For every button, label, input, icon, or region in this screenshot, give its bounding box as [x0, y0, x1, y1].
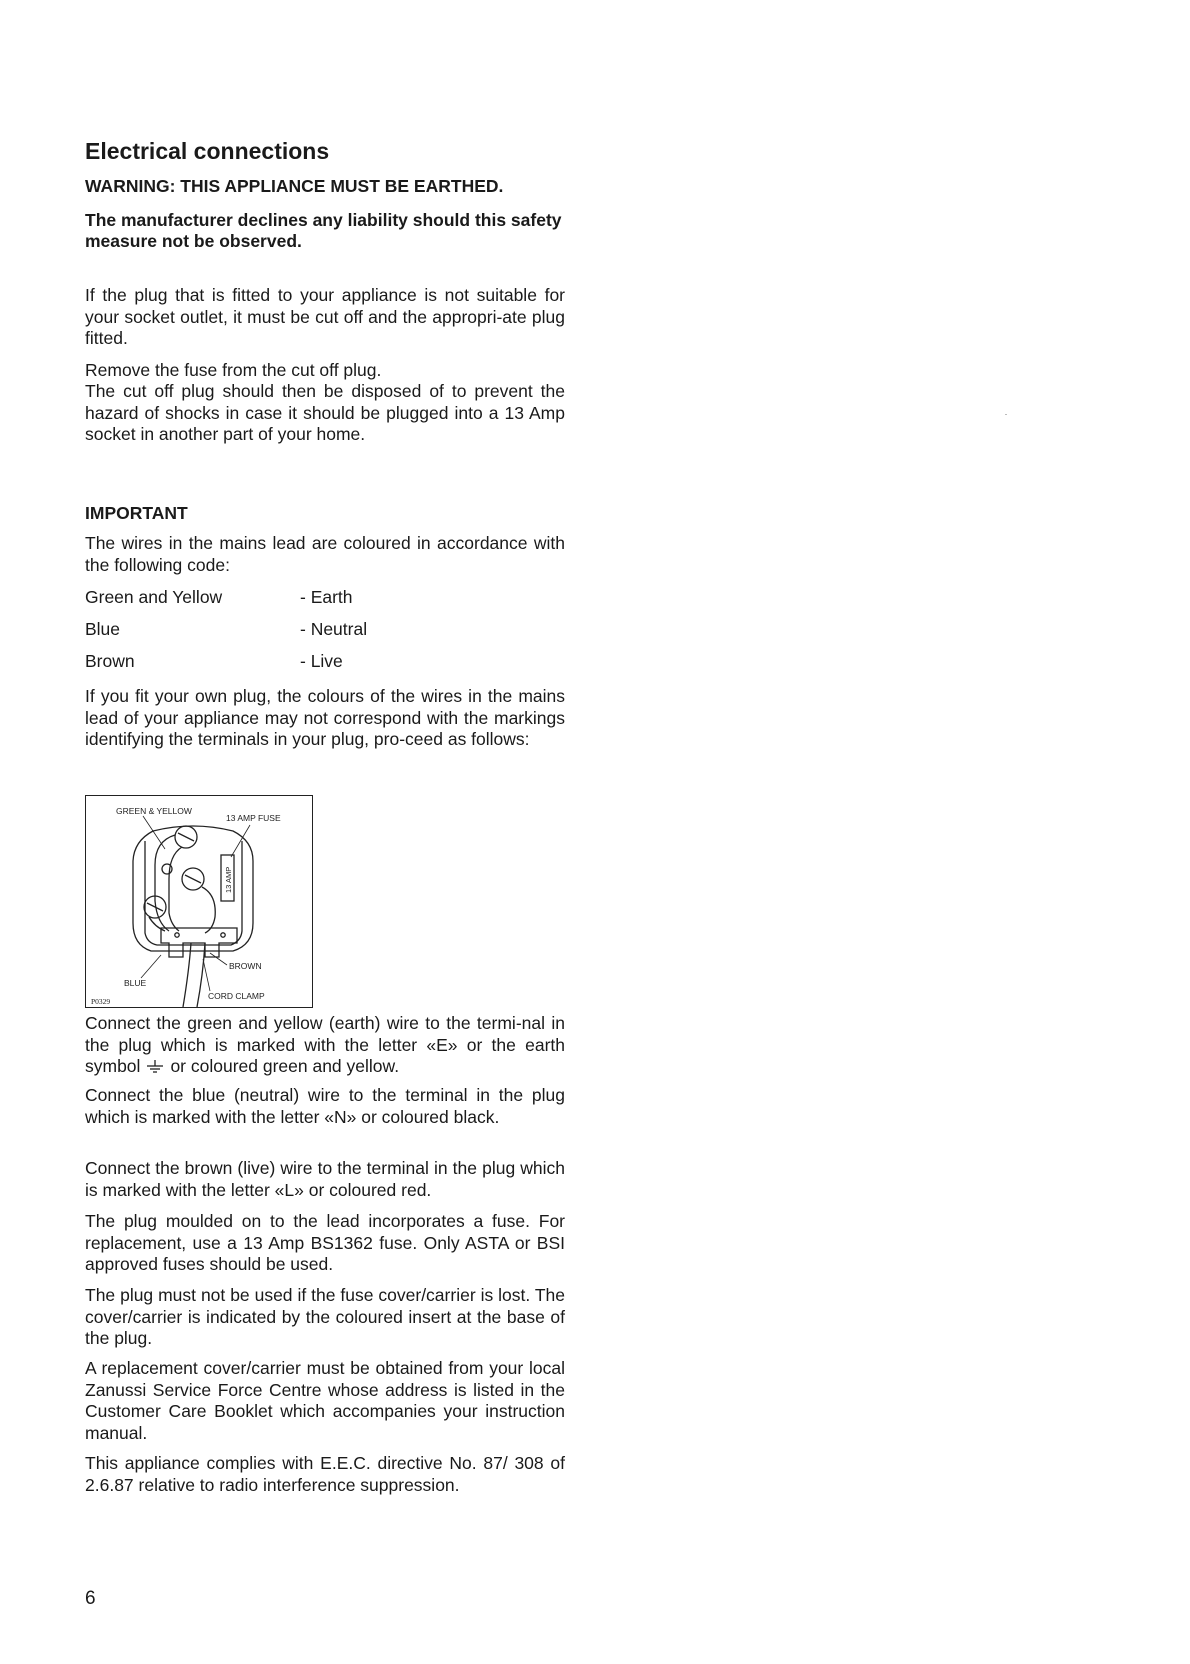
plug-wiring-diagram: [85, 795, 313, 1008]
label-brown: BROWN: [229, 961, 262, 971]
page-number: 6: [85, 1588, 96, 1609]
code-meaning: - Neutral: [300, 619, 368, 639]
label-blue: BLUE: [124, 978, 147, 988]
own-plug-paragraph: If you fit your own plug, the colours of the wires in the mains lead of your appliance may not correspond with the markings identifying the terminals in your plug, pro-ceed as follows:: [85, 686, 565, 749]
code-colour: Green and Yellow: [85, 587, 223, 607]
code-colour: Blue: [85, 619, 121, 639]
code-meaning: - Live: [300, 651, 343, 671]
green-yellow-instruction-b: or coloured green and yellow.: [170, 1056, 400, 1076]
cover-lost-instruction: The plug must not be used if the fuse cover/carrier is lost. The cover/carrier is indicated by the coloured insert at the base of the plug.: [85, 1285, 565, 1348]
diagram-code: P0329: [91, 997, 111, 1006]
scan-speck: [1005, 414, 1007, 415]
fuse-label: 13 AMP: [224, 866, 233, 893]
brown-instruction: Connect the brown (live) wire to the terminal in the plug which is marked with the letter «L» or coloured red.: [85, 1158, 565, 1200]
replacement-instruction: A replacement cover/carrier must be obtained from your local Zanussi Service Force Centre whose address is listed in the Customer Care Booklet which accompanies your instruction manual.: [85, 1358, 565, 1443]
label-cord-clamp: CORD CLAMP: [208, 991, 265, 1001]
fuse-instruction: The plug moulded on to the lead incorporates a fuse. For replacement, use a 13 Amp BS1362 fuse. Only ASTA or BSI approved fuses should be used.: [85, 1211, 565, 1274]
blue-instruction: Connect the blue (neutral) wire to the terminal in the plug which is marked with the letter «N» or coloured black.: [85, 1085, 565, 1127]
complies-paragraph: This appliance complies with E.E.C. directive No. 87/ 308 of 2.6.87 relative to radio interference suppression.: [85, 1453, 565, 1495]
earth-symbol-icon: [146, 1059, 164, 1075]
label-green-yellow: GREEN & YELLOW: [116, 806, 192, 816]
green-yellow-instruction: [85, 1013, 565, 1078]
liability-text: The manufacturer declines any liability should this safety measure not be observed.: [85, 210, 562, 251]
label-13-amp-fuse: 13 AMP FUSE: [226, 813, 281, 823]
diagram-frame: [86, 796, 313, 1008]
warning-text: WARNING: THIS APPLIANCE MUST BE EARTHED.: [85, 176, 504, 196]
green-yellow-instruction-a: Connect the green and yellow (earth) wire to the termi-nal in the plug which is marked with the letter «E» or the earth symbol: [85, 1013, 565, 1076]
plug-unsuitable-paragraph: If the plug that is fitted to your appliance is not suitable for your socket outlet, it must be cut off and the appropri-ate plug fitted.: [85, 285, 565, 348]
remove-fuse-paragraph: Remove the fuse from the cut off plug.: [85, 360, 382, 380]
dispose-paragraph: The cut off plug should then be disposed of to prevent the hazard of shocks in case it should be plugged into a 13 Amp socket in another part of your home.: [85, 381, 565, 444]
important-heading: IMPORTANT: [85, 503, 188, 523]
code-meaning: - Earth: [300, 587, 353, 607]
code-colour: Brown: [85, 651, 135, 671]
section-title: Electrical connections: [85, 138, 330, 164]
wire-code-intro: The wires in the mains lead are coloured in accordance with the following code:: [85, 533, 565, 575]
